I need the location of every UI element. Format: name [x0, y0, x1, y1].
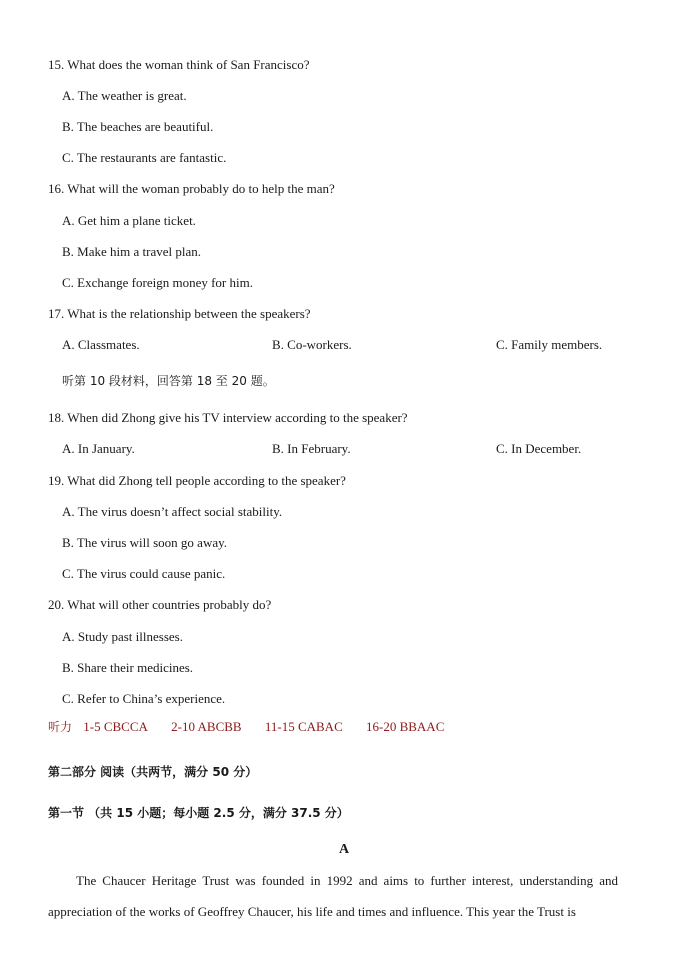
question-15-option-b: B. The beaches are beautiful.: [62, 119, 214, 134]
question-16-option-c: C. Exchange foreign money for him.: [62, 275, 253, 290]
question-20-option-c: C. Refer to China’s experience.: [62, 691, 226, 706]
answer-group: 16-20 BBAAC: [366, 719, 445, 734]
question-16-stem: 16. What will the woman probably do to help the man?: [48, 181, 335, 196]
question-20-option-a: A. Study past illnesses.: [62, 629, 183, 644]
listening-instruction: 听第 10 段材料，回答第 18 至 20 题。: [62, 374, 275, 388]
passage-paragraph: The Chaucer Heritage Trust was founded in 1992 and aims to further interest, understanding and appreciation of the works of Geoffrey Chaucer, his life and times and influence. This year the Trust is: [48, 873, 618, 919]
question-17-stem: 17. What is the relationship between the speakers?: [48, 306, 311, 321]
question-18-option-b: B. In February.: [272, 441, 351, 456]
question-15-option-a: A. The weather is great.: [62, 88, 187, 103]
question-16-option-a: A. Get him a plane ticket.: [62, 213, 196, 228]
question-20-stem: 20. What will other countries probably do?: [48, 597, 272, 612]
answer-group: 2-10 ABCBB: [171, 719, 242, 734]
question-15-stem: 15. What does the woman think of San Francisco?: [48, 57, 310, 72]
question-17-option-b: B. Co-workers.: [272, 337, 352, 352]
listening-answer-key: [48, 719, 464, 735]
passage-title: A: [338, 842, 350, 857]
question-18-stem: 18. When did Zhong give his TV interview according to the speaker?: [48, 410, 408, 425]
answer-group: 1-5 CBCCA: [83, 719, 148, 734]
question-18-option-c: C. In December.: [496, 441, 582, 456]
question-19-stem: 19. What did Zhong tell people according to the speaker?: [48, 473, 346, 488]
section-heading: 第二部分 阅读（共两节，满分 50 分）: [48, 765, 258, 779]
question-15-option-c: C. The restaurants are fantastic.: [62, 150, 227, 165]
subsection-heading: 第一节 （共 15 小题；每小题 2.5 分，满分 37.5 分）: [48, 806, 349, 820]
question-19-option-a: A. The virus doesn’t affect social stability.: [62, 504, 283, 519]
answer-group: 11-15 CABAC: [264, 719, 343, 734]
question-20-option-b: B. Share their medicines.: [62, 660, 194, 675]
question-17-option-c: C. Family members.: [496, 337, 603, 352]
question-19-option-c: C. The virus could cause panic.: [62, 566, 226, 581]
question-17-option-a: A. Classmates.: [62, 337, 140, 352]
question-19-option-b: B. The virus will soon go away.: [62, 535, 228, 550]
question-16-option-b: B. Make him a travel plan.: [62, 244, 201, 259]
question-18-option-a: A. In January.: [62, 441, 135, 456]
answer-key-label: 听力: [48, 720, 73, 734]
